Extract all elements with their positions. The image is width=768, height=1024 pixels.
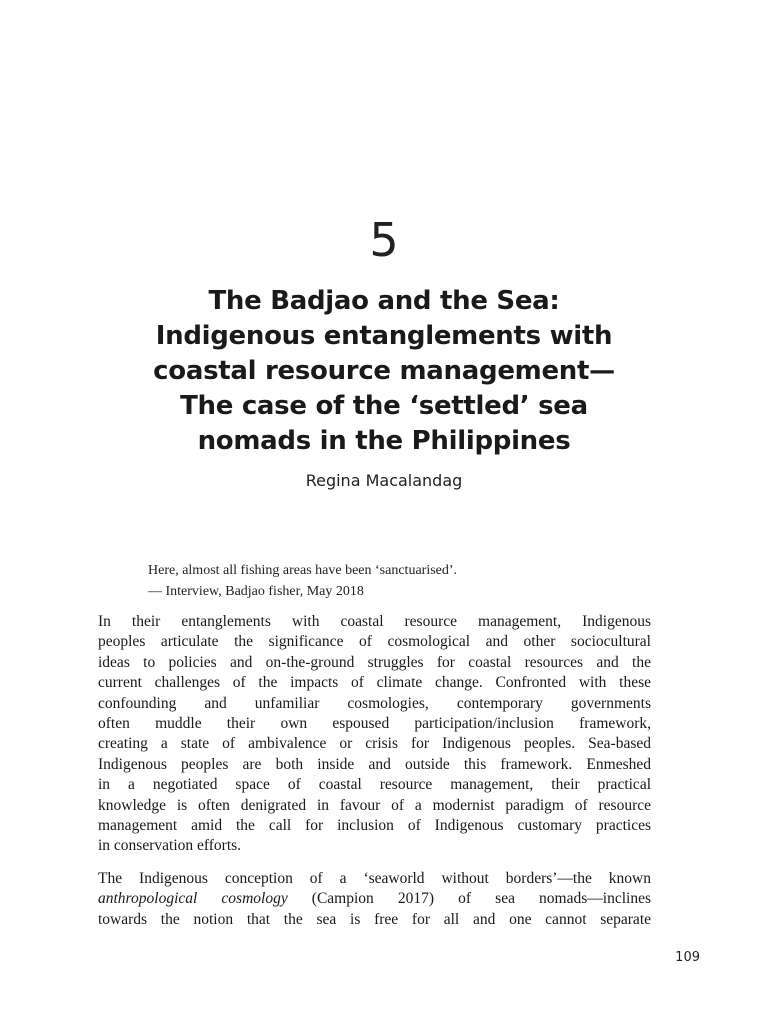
paragraph-1: [98, 612, 651, 857]
italic-term: anthropological cosmology: [98, 890, 288, 908]
chapter-number: 5: [369, 213, 399, 267]
text-line: creating a state of ambivalence or crisis for Indigenous peoples. Sea-based: [98, 735, 651, 753]
text-line: in conservation efforts.: [98, 837, 242, 855]
chapter-title-line: The Badjao and the Sea:: [208, 286, 560, 316]
epigraph-attribution: — Interview, Badjao fisher, May 2018: [148, 584, 364, 599]
text-line: In their entanglements with coastal resource management, Indigenous: [98, 613, 651, 630]
author-name: Regina Macalandag: [305, 471, 463, 490]
text-line: The Indigenous conception of a ‘seaworld without borders’—the known: [98, 869, 651, 887]
epigraph: [148, 560, 628, 602]
text-fragment: (Campion 2017) of sea nomads—inclines: [287, 890, 651, 908]
text-line: peoples articulate the significance of cosmological and other sociocultural: [98, 633, 651, 651]
text-line: confounding and unfamiliar cosmologies, contemporary governments: [98, 694, 651, 712]
chapter-title-line: nomads in the Philippines: [197, 426, 571, 456]
chapter-title: [84, 284, 684, 459]
text-line: ideas to policies and on-the-ground struggles for coastal resources and the: [98, 653, 651, 671]
page-number: 109: [675, 950, 700, 965]
text-line: in a negotiated space of coastal resource management, their practical: [98, 776, 651, 794]
text-line: [98, 889, 651, 909]
chapter-title-line: coastal resource management—: [153, 356, 615, 386]
body-text: [98, 612, 651, 942]
text-line: Indigenous peoples are both inside and outside this framework. Enmeshed: [98, 755, 651, 773]
text-line: knowledge is often denigrated in favour of a modernist paradigm of resource: [98, 796, 651, 814]
chapter-title-line: Indigenous entanglements with: [155, 321, 613, 351]
epigraph-quote: Here, almost all fishing areas have been ‘sanctuarised’.: [148, 563, 458, 578]
text-line: towards the notion that the sea is free for all and one cannot separate: [98, 910, 651, 928]
text-line: often muddle their own espoused participation/inclusion framework,: [98, 715, 651, 733]
text-line: current challenges of the impacts of climate change. Confronted with these: [98, 674, 651, 692]
chapter-title-line: The case of the ‘settled’ sea: [180, 391, 588, 421]
paragraph-2: [98, 869, 651, 930]
text-line: management amid the call for inclusion of Indigenous customary practices: [98, 817, 651, 835]
